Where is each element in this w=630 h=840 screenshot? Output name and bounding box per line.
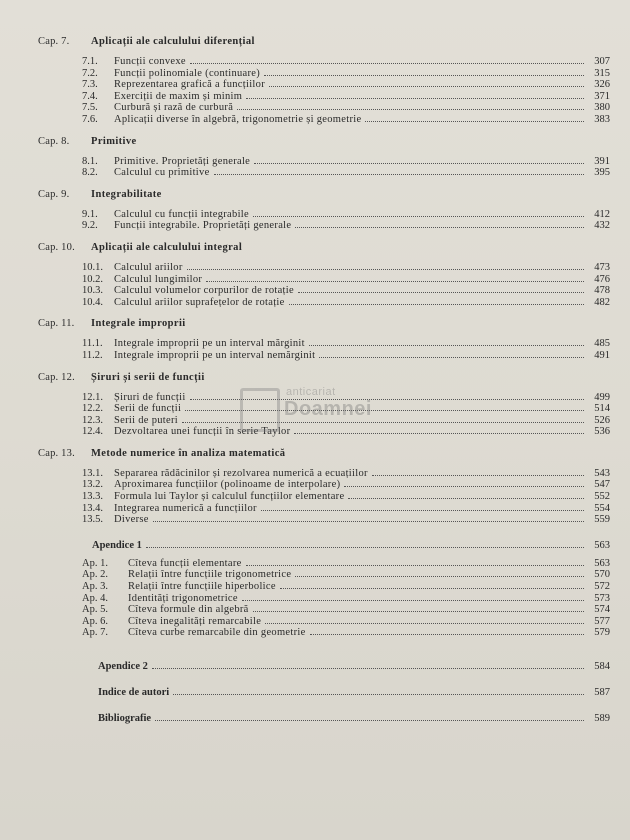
entry-page: 579	[594, 627, 610, 639]
entry-page: 552	[594, 491, 610, 503]
entry-page: 577	[594, 615, 610, 627]
entry-title: Cîteva funcții elementare	[128, 557, 242, 569]
entry-title: Calculul ariilor	[114, 261, 183, 273]
index-page: 587	[594, 687, 610, 698]
table-of-contents	[38, 36, 610, 739]
toc-entry	[38, 468, 610, 480]
toc-entry	[38, 350, 610, 362]
entry-page: 499	[594, 391, 610, 403]
chapter-10	[38, 242, 610, 308]
toc-entry	[38, 102, 610, 114]
entry-page: 432	[594, 220, 610, 232]
toc-entry	[38, 514, 610, 526]
chapter-heading	[38, 189, 610, 203]
chapter-title: Aplicații ale calculului diferențial	[91, 36, 255, 47]
chapter-number: Cap. 12.	[38, 371, 75, 383]
entry-page: 536	[594, 426, 610, 438]
appendix-2-page: 584	[594, 661, 610, 672]
entry-title: Calculul cu primitive	[114, 167, 210, 179]
chapter-12	[38, 372, 610, 438]
entry-title: Curbură și rază de curbură	[114, 102, 234, 114]
entry-page: 371	[594, 90, 610, 102]
entry-number: 13.5.	[82, 514, 103, 526]
appendix-2-title: Apendice 2	[98, 661, 148, 672]
entry-number: 7.6.	[82, 113, 98, 125]
index-entry	[38, 687, 610, 701]
entry-number: 13.1.	[82, 467, 103, 479]
appendix-1	[38, 540, 610, 639]
dot-leader	[372, 468, 584, 476]
chapter-title: Metode numerice în analiza matematică	[91, 447, 286, 459]
dot-leader	[348, 491, 584, 499]
appendix-2-entry	[38, 661, 610, 675]
appendix-title: Apendice 1	[92, 539, 142, 551]
dot-leader	[246, 558, 584, 566]
entry-title: Cîteva curbe remarcabile din geometrie	[128, 627, 306, 639]
entry-title: Aplicații diverse în algebră, trigonometrie și geometrie	[114, 113, 362, 125]
dot-leader	[185, 403, 584, 411]
dot-leader	[173, 687, 584, 695]
dot-leader	[289, 297, 584, 305]
chapter-title: Primitive	[91, 135, 137, 147]
entry-page: 307	[594, 56, 610, 67]
entry-page: 563	[594, 557, 610, 569]
entry-page: 543	[594, 467, 610, 479]
entry-number: Ap. 5.	[82, 604, 108, 616]
chapter-heading	[38, 372, 610, 386]
dot-leader	[254, 156, 584, 164]
entry-number: 10.4.	[82, 296, 103, 308]
dot-leader	[309, 338, 584, 346]
entry-number: 13.2.	[82, 479, 103, 491]
entry-number: 7.4.	[82, 90, 98, 102]
entry-title: Integrale improprii pe un interval mărginit	[114, 338, 305, 350]
entry-number: Ap. 1.	[82, 557, 108, 569]
entry-title: Șiruri de funcții	[114, 391, 186, 403]
dot-leader	[214, 167, 584, 175]
entry-title: Calculul lungimilor	[114, 273, 203, 285]
chapter-title: Aplicații ale calculului integral	[91, 241, 243, 253]
dot-leader	[187, 262, 584, 270]
entry-number: 8.2.	[82, 167, 98, 179]
dot-leader	[294, 426, 584, 434]
entry-number: 11.2.	[82, 349, 103, 361]
entry-page: 412	[594, 208, 610, 220]
entry-number: 7.1.	[82, 56, 98, 67]
toc-entry	[38, 68, 610, 80]
dot-leader	[295, 569, 584, 577]
chapter-8	[38, 136, 610, 179]
toc-entry	[38, 285, 610, 297]
dot-leader	[269, 79, 584, 87]
chapter-title: Integrabilitate	[91, 188, 162, 200]
toc-entry	[38, 491, 610, 503]
dot-leader	[344, 479, 584, 487]
toc-entry	[38, 209, 610, 221]
dot-leader	[319, 350, 584, 358]
index-title: Indice de autori	[98, 687, 170, 698]
entry-page: 485	[594, 338, 610, 350]
entry-number: Ap. 2.	[82, 569, 108, 581]
chapter-heading	[38, 448, 610, 462]
appendix-page: 563	[594, 539, 610, 551]
entry-number: 13.4.	[82, 502, 103, 514]
toc-entry	[38, 297, 610, 309]
entry-number: 7.5.	[82, 102, 98, 114]
entry-number: 9.1.	[82, 208, 98, 220]
entry-page: 380	[594, 102, 610, 114]
entry-page: 574	[594, 604, 610, 616]
bibliography-title: Bibliografie	[98, 713, 152, 724]
entry-page: 391	[594, 155, 610, 167]
entry-title: Serii de funcții	[114, 403, 182, 415]
toc-entry	[38, 220, 610, 232]
chapter-title: Șiruri și serii de funcții	[91, 371, 205, 383]
entry-number: Ap. 3.	[82, 581, 108, 593]
chapter-number: Cap. 9.	[38, 188, 70, 200]
entry-page: 514	[594, 403, 610, 415]
toc-entry	[38, 56, 610, 68]
chapter-heading	[38, 136, 610, 150]
entry-page: 478	[594, 285, 610, 297]
dot-leader	[246, 91, 584, 99]
dot-leader	[152, 661, 584, 669]
entry-page: 547	[594, 479, 610, 491]
dot-leader	[264, 68, 584, 76]
entry-number: 10.2.	[82, 273, 103, 285]
toc-entry	[38, 156, 610, 168]
entry-title: Cîteva inegalități remarcabile	[128, 615, 262, 627]
dot-leader	[242, 593, 584, 601]
entry-title: Dezvoltarea unei funcții în serie Taylor	[114, 426, 291, 438]
entry-title: Funcții polinomiale (continuare)	[114, 67, 261, 79]
chapter-11	[38, 318, 610, 361]
toc-entry	[38, 403, 610, 415]
entry-page: 526	[594, 414, 610, 426]
entry-number: 12.1.	[82, 391, 103, 403]
dot-leader	[280, 581, 584, 589]
toc-entry	[38, 415, 610, 427]
entry-title: Calculul cu funcții integrabile	[114, 208, 249, 220]
entry-title: Funcții convexe	[114, 56, 186, 67]
dot-leader	[155, 713, 584, 721]
entry-title: Integrarea numerică a funcțiilor	[114, 502, 257, 514]
toc-entry	[38, 479, 610, 491]
entry-title: Separarea rădăcinilor și rezolvarea numerică a ecuațiilor	[114, 467, 368, 479]
entry-page: 491	[594, 349, 610, 361]
toc-entry	[38, 569, 610, 581]
chapter-heading	[38, 318, 610, 332]
dot-leader	[237, 102, 584, 110]
toc-entry	[38, 503, 610, 515]
chapter-title: Integrale improprii	[91, 318, 186, 330]
entry-page: 473	[594, 261, 610, 273]
dot-leader	[261, 503, 584, 511]
entry-title: Funcții integrabile. Proprietăți generale	[114, 220, 292, 232]
dot-leader	[182, 415, 584, 423]
entry-title: Exerciții de maxim și minim	[114, 90, 243, 102]
entry-page: 572	[594, 581, 610, 593]
entry-page: 570	[594, 569, 610, 581]
dot-leader	[146, 540, 584, 548]
entry-title: Diverse	[114, 514, 149, 526]
toc-entry	[38, 604, 610, 616]
dot-leader	[265, 616, 584, 624]
entry-page: 476	[594, 273, 610, 285]
entry-number: Ap. 7.	[82, 627, 108, 639]
chapter-number: Cap. 13.	[38, 447, 75, 459]
bibliography-page: 589	[594, 713, 610, 724]
toc-entry	[38, 392, 610, 404]
toc-entry	[38, 616, 610, 628]
chapter-number: Cap. 8.	[38, 135, 70, 147]
entry-number: 12.4.	[82, 426, 103, 438]
chapter-7	[38, 36, 610, 126]
entry-number: 12.2.	[82, 403, 103, 415]
toc-entry	[38, 274, 610, 286]
watermark-large-text: Doamnei	[284, 398, 372, 420]
entry-title: Calculul volumelor corpurilor de rotație	[114, 285, 294, 297]
entry-title: Serii de puteri	[114, 414, 178, 426]
entry-title: Calculul ariilor suprafețelor de rotație	[114, 296, 285, 308]
chapter-number: Cap. 10.	[38, 241, 75, 253]
entry-title: Relații între funcțiile hiperbolice	[128, 581, 276, 593]
entry-title: Formula lui Taylor și calculul funcțiilor elementare	[114, 491, 345, 503]
entry-page: 573	[594, 592, 610, 604]
appendix-heading	[38, 540, 610, 554]
dot-leader	[310, 627, 584, 635]
toc-entry	[38, 627, 610, 639]
dot-leader	[190, 392, 584, 400]
dot-leader	[298, 285, 584, 293]
chapter-13	[38, 448, 610, 526]
entry-page: 326	[594, 79, 610, 91]
entry-page: 554	[594, 502, 610, 514]
entry-page: 383	[594, 113, 610, 125]
watermark-small-text: anticariat	[286, 386, 336, 398]
toc-entry	[38, 79, 610, 91]
entry-number: 8.1.	[82, 155, 98, 167]
toc-entry	[38, 338, 610, 350]
dot-leader	[295, 220, 584, 228]
toc-entry	[38, 167, 610, 179]
entry-number: 7.3.	[82, 79, 98, 91]
entry-title: Reprezentarea grafică a funcțiilor	[114, 79, 265, 91]
entry-number: 7.2.	[82, 67, 98, 79]
entry-title: Primitive. Proprietăți generale	[114, 155, 251, 167]
entry-title: Cîteva formule din algebră	[128, 604, 249, 616]
entry-number: 13.3.	[82, 491, 103, 503]
chapter-number: Cap. 7.	[38, 36, 70, 47]
entry-title: Relații între funcțiile trigonometrice	[128, 569, 292, 581]
dot-leader	[206, 274, 584, 282]
toc-entry	[38, 262, 610, 274]
toc-entry	[38, 558, 610, 570]
entry-page: 315	[594, 67, 610, 79]
entry-title: Integrale improprii pe un interval nemărginit	[114, 349, 316, 361]
entry-title: Aproximarea funcțiilor (polinoame de interpolare)	[114, 479, 341, 491]
bibliography-entry	[38, 713, 610, 727]
toc-entry	[38, 581, 610, 593]
chapter-9	[38, 189, 610, 232]
toc-entry	[38, 593, 610, 605]
entry-page: 395	[594, 167, 610, 179]
toc-entry	[38, 426, 610, 438]
toc-entry	[38, 114, 610, 126]
entry-title: Identități trigonometrice	[128, 592, 238, 604]
dot-leader	[190, 56, 584, 64]
dot-leader	[153, 514, 584, 522]
entry-number: Ap. 6.	[82, 615, 108, 627]
entry-page: 482	[594, 296, 610, 308]
dot-leader	[253, 209, 584, 217]
entry-number: 10.3.	[82, 285, 103, 297]
entry-number: 9.2.	[82, 220, 98, 232]
entry-number: 12.3.	[82, 414, 103, 426]
entry-number: Ap. 4.	[82, 592, 108, 604]
dot-leader	[365, 114, 584, 122]
toc-entry	[38, 91, 610, 103]
entry-number: 11.1.	[82, 338, 103, 350]
chapter-heading	[38, 242, 610, 256]
entry-page: 559	[594, 514, 610, 526]
entry-number: 10.1.	[82, 261, 103, 273]
dot-leader	[253, 604, 584, 612]
chapter-number: Cap. 11.	[38, 318, 75, 330]
chapter-heading	[38, 36, 610, 50]
